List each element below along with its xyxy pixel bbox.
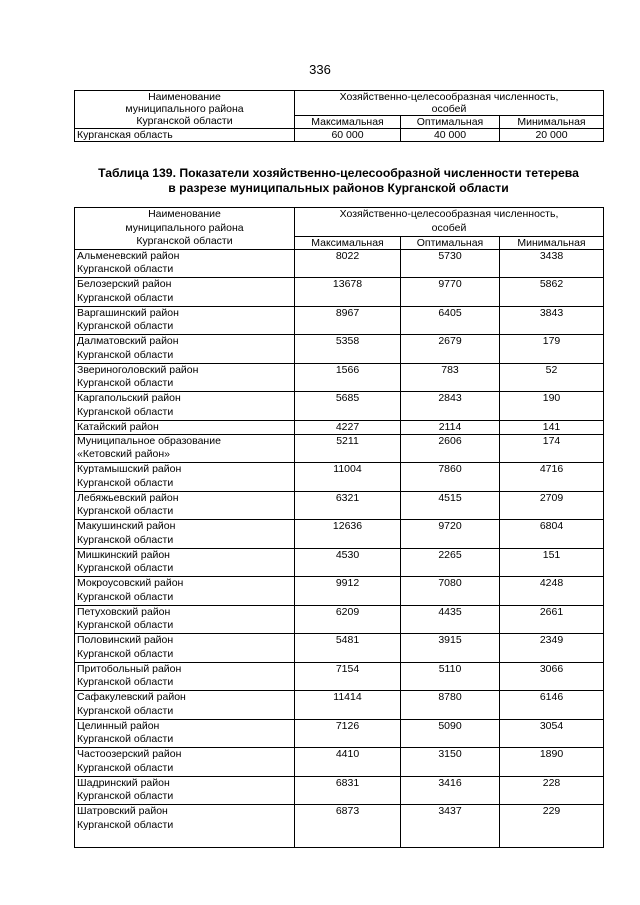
table-row (75, 363, 604, 392)
value-min: 6804 (500, 520, 604, 549)
value-max: 60 000 (295, 129, 401, 142)
region-name-line1: Половинский район (77, 634, 174, 646)
region-name-cell (75, 719, 295, 748)
region-name-line1: Варгашинский район (77, 306, 179, 319)
table-row (75, 249, 604, 278)
value-min: 5862 (500, 278, 604, 307)
value-opt: 783 (401, 363, 500, 392)
region-name-line1: Макушинский район (77, 520, 176, 532)
header-group-cell (295, 208, 604, 237)
summary-table (74, 90, 604, 142)
table-row (75, 662, 604, 691)
value-opt: 8780 (401, 691, 500, 720)
header-name-cell (75, 208, 295, 250)
region-name-line1: Куртамышский район (77, 463, 182, 475)
region-name-line2: Курганской области (77, 676, 174, 689)
region-name-line2: Курганской области (77, 505, 174, 518)
table-bottom-space (75, 833, 604, 848)
region-name-cell (75, 363, 295, 392)
region-name-cell (75, 278, 295, 307)
table-row (75, 463, 604, 492)
value-max: 8022 (295, 249, 401, 278)
empty-cell (75, 833, 295, 848)
value-min: 6146 (500, 691, 604, 720)
value-min: 229 (500, 805, 604, 833)
region-name-line2: Курганской области (77, 320, 174, 333)
region-name-line1: Петуховский район (77, 605, 171, 618)
value-opt: 5730 (401, 249, 500, 278)
table-row (75, 306, 604, 335)
table-row (75, 634, 604, 663)
value-max: 9912 (295, 577, 401, 606)
value-min: 190 (500, 392, 604, 421)
value-max: 5211 (295, 434, 401, 463)
caption-line2: в разрезе муниципальных районов Курганской области (168, 181, 509, 195)
value-min: 1890 (500, 748, 604, 777)
region-name-line2: Курганской области (77, 590, 174, 603)
region-name-line2: «Кетовский район» (77, 448, 170, 461)
region-name-cell (75, 491, 295, 520)
table-row (75, 719, 604, 748)
value-min: 2709 (500, 491, 604, 520)
region-name-line2: Курганской области (77, 405, 174, 418)
region-name-line2: Курганской области (77, 291, 174, 304)
value-max: 7154 (295, 662, 401, 691)
region-name-line2: Курганской области (77, 533, 174, 546)
region-name-cell (75, 520, 295, 549)
region-name-line2: Курганской области (77, 263, 174, 276)
caption-line1: Таблица 139. Показатели хозяйственно-целесообразной численности тетерева (98, 166, 579, 180)
region-name-line1: Целинный район (77, 719, 160, 732)
region-name-line2: Курганской области (77, 476, 174, 489)
header-name-line1: Наименование (148, 208, 221, 220)
value-opt: 4515 (401, 491, 500, 520)
value-min: 174 (500, 434, 604, 463)
header-name-cell (75, 91, 295, 129)
value-opt: 3150 (401, 748, 500, 777)
value-max: 11414 (295, 691, 401, 720)
region-name-line2: Курганской области (77, 619, 174, 632)
value-opt: 9770 (401, 278, 500, 307)
table-row (75, 278, 604, 307)
value-min: 4716 (500, 463, 604, 492)
region-name-line2: Курганской области (77, 704, 174, 717)
region-name-cell (75, 634, 295, 663)
region-name-line1: Далматовский район (77, 335, 179, 347)
value-min: 3843 (500, 306, 604, 335)
table-row (75, 420, 604, 434)
value-opt: 2843 (401, 392, 500, 421)
value-max: 5685 (295, 392, 401, 421)
value-max: 11004 (295, 463, 401, 492)
value-opt: 2265 (401, 548, 500, 577)
region-name-cell (75, 662, 295, 691)
value-max: 5481 (295, 634, 401, 663)
header-max: Максимальная (295, 116, 401, 129)
region-name-line1: Мишкинский район (77, 548, 170, 561)
value-max: 4530 (295, 548, 401, 577)
value-opt: 2606 (401, 434, 500, 463)
table-row (75, 129, 604, 142)
region-name-line2: Курганской области (77, 818, 174, 831)
region-name-cell (75, 691, 295, 720)
empty-cell (500, 833, 604, 848)
table-row (75, 691, 604, 720)
region-name-line1: Шадринский район (77, 776, 170, 789)
table-row (75, 748, 604, 777)
value-min: 20 000 (500, 129, 604, 142)
value-max: 4410 (295, 748, 401, 777)
region-name-cell (75, 748, 295, 777)
region-name-cell (75, 577, 295, 606)
value-max: 6209 (295, 605, 401, 634)
header-group-line1: Хозяйственно-целесообразная численность, (339, 91, 559, 103)
header-min: Минимальная (500, 116, 604, 129)
header-name-line3: Курганской области (136, 235, 233, 247)
page-number: 336 (309, 62, 331, 77)
table-row (75, 548, 604, 577)
region-name-cell (75, 249, 295, 278)
table-row (75, 491, 604, 520)
value-opt: 2679 (401, 335, 500, 364)
region-name-cell (75, 392, 295, 421)
value-max: 6831 (295, 776, 401, 805)
value-max: 7126 (295, 719, 401, 748)
value-opt: 2114 (401, 420, 500, 434)
value-max: 4227 (295, 420, 401, 434)
region-name-cell (75, 548, 295, 577)
value-max: 6321 (295, 491, 401, 520)
value-min: 2349 (500, 634, 604, 663)
empty-cell (401, 833, 500, 848)
value-max: 6873 (295, 805, 401, 833)
value-min: 151 (500, 548, 604, 577)
region-name-cell (75, 335, 295, 364)
value-opt: 3915 (401, 634, 500, 663)
header-group-line2: особей (431, 221, 467, 234)
header-group-line1: Хозяйственно-целесообразная численность, (339, 208, 559, 221)
header-opt: Оптимальная (401, 236, 500, 249)
region-name-line2: Курганской области (77, 733, 174, 746)
value-opt: 5110 (401, 662, 500, 691)
value-max: 12636 (295, 520, 401, 549)
table-row (75, 335, 604, 364)
region-name-line1: Звериноголовский район (77, 363, 199, 376)
value-opt: 40 000 (401, 129, 500, 142)
header-name-line1: Наименование (148, 91, 221, 103)
region-name: Курганская область (75, 129, 295, 142)
region-name-line1: Муниципальное образование (77, 434, 221, 447)
table-row (75, 434, 604, 463)
value-min: 228 (500, 776, 604, 805)
value-min: 179 (500, 335, 604, 364)
region-name-line2: Курганской области (77, 562, 174, 575)
table-caption (74, 166, 603, 196)
grouse-table (74, 207, 604, 848)
region-name-line2: Курганской области (77, 647, 174, 660)
header-name-line2: муниципального района (125, 103, 244, 115)
region-name-line2: Курганской области (77, 790, 174, 803)
value-min: 4248 (500, 577, 604, 606)
value-min: 3438 (500, 249, 604, 278)
header-group-cell (295, 91, 604, 116)
region-name-line1: Мокроусовский район (77, 577, 184, 589)
region-name-line1: Сафакулевский район (77, 691, 186, 703)
value-opt: 6405 (401, 306, 500, 335)
value-max: 5358 (295, 335, 401, 364)
region-name-line1: Шатровский район (77, 805, 168, 817)
region-name-cell (75, 306, 295, 335)
value-opt: 4435 (401, 605, 500, 634)
empty-cell (295, 833, 401, 848)
table-row (75, 805, 604, 833)
region-name-line2: Курганской области (77, 761, 174, 774)
region-name-cell (75, 605, 295, 634)
region-name-line1: Катайский район (77, 420, 159, 433)
region-name-line1: Каргапольский район (77, 392, 181, 404)
value-min: 3066 (500, 662, 604, 691)
value-opt: 9720 (401, 520, 500, 549)
table-row (75, 520, 604, 549)
header-name-line3: Курганской области (136, 115, 233, 127)
table-row (75, 776, 604, 805)
table-row (75, 392, 604, 421)
value-opt: 3437 (401, 805, 500, 833)
value-min: 2661 (500, 605, 604, 634)
table-row (75, 577, 604, 606)
header-group-line2: особей (431, 103, 467, 115)
region-name-cell (75, 463, 295, 492)
region-name-line1: Белозерский район (77, 278, 172, 290)
value-min: 3054 (500, 719, 604, 748)
value-opt: 3416 (401, 776, 500, 805)
region-name-cell (75, 805, 295, 833)
value-opt: 7080 (401, 577, 500, 606)
region-name-cell (75, 434, 295, 463)
region-name-line1: Альменевский район (77, 249, 180, 262)
header-opt: Оптимальная (401, 116, 500, 129)
value-min: 52 (500, 363, 604, 392)
value-max: 1566 (295, 363, 401, 392)
region-name-line2: Курганской области (77, 377, 174, 390)
value-max: 8967 (295, 306, 401, 335)
region-name-cell (75, 420, 295, 434)
region-name-cell (75, 776, 295, 805)
region-name-line2: Курганской области (77, 348, 174, 361)
header-name-line2: муниципального района (125, 221, 244, 234)
region-name-line1: Частоозерский район (77, 748, 182, 760)
region-name-line1: Притобольный район (77, 662, 182, 675)
value-min: 141 (500, 420, 604, 434)
value-opt: 7860 (401, 463, 500, 492)
region-name-line1: Лебяжьевский район (77, 491, 179, 504)
value-opt: 5090 (401, 719, 500, 748)
header-max: Максимальная (295, 236, 401, 249)
value-max: 13678 (295, 278, 401, 307)
table-row (75, 605, 604, 634)
header-min: Минимальная (500, 236, 604, 249)
